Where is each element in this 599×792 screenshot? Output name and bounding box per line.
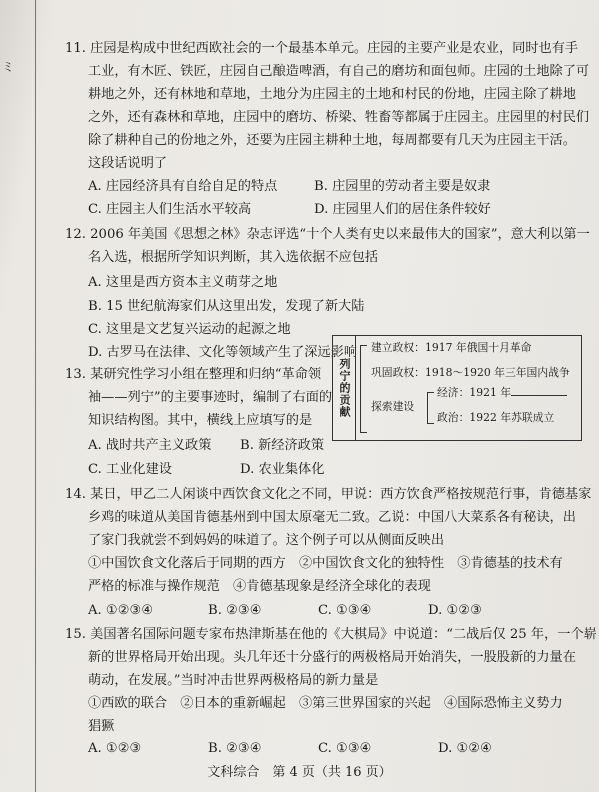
- q15-line-1: 15. 美国著名国际问题专家布热津斯基在他的《大棋局》中说道：“二战后仅 25 年，一个崭: [65, 627, 597, 642]
- diagram-row-establish: 建立政权：1917 年俄国十月革命: [371, 341, 532, 354]
- q13-line-1: 13. 某研究性学习小组在整理和归纳“革命领: [65, 367, 322, 382]
- q14-line-3: 了家门我就尝不到妈妈的味道了。这个例子可以从侧面反映出: [88, 533, 445, 548]
- q14-line-5: 严格的标准与操作规范 ④肯德基现象是经济全球化的表现: [88, 579, 431, 594]
- q15-option-b: B. ②③④: [208, 741, 262, 756]
- q12-option-b: B. 15 世纪航海家们从这里出发，发现了新大陆: [88, 299, 365, 314]
- q15-line-4: ①西欧的联合 ②日本的重新崛起 ③第三世界国家的兴起 ④国际恐怖主义势力: [88, 696, 563, 711]
- q13-line-2: 袖——列宁”的主要事迹时，编制了右面的: [88, 390, 333, 405]
- q14-line-2: 乡鸡的味道从美国肯德基州到中国太原毫无二致。乙说：中国八大菜系各有秘诀，出: [88, 510, 576, 525]
- q12-line-2: 名入选，根据所学知识判断，其入选依据不应包括: [88, 250, 379, 265]
- diagram-sub-bracket: [427, 392, 434, 424]
- q13-option-b: B. 新经济政策: [240, 438, 325, 453]
- diagram-row-explore: 探索建设: [371, 400, 415, 413]
- diagram-row-politics: 政治：1922 年苏联成立: [437, 411, 555, 424]
- q11-line-6: 这段话说明了: [88, 156, 168, 171]
- q15-option-d: D. ①②④: [438, 741, 492, 756]
- q12-option-d: D. 古罗马在法律、文化等领域产生了深远影响: [88, 345, 358, 360]
- q15-option-c: C. ①③④: [318, 741, 372, 756]
- diagram-row-consolidate: 巩固政权：1918～1920 年三年国内战争: [371, 366, 570, 379]
- page-footer: 文科综合 第 4 页（共 16 页）: [207, 765, 392, 780]
- q11-line-2: 工业，有木匠、铁匠，庄园自己酿造啤酒，有自己的磨坊和面包师。庄园的土地除了可: [88, 64, 590, 79]
- q13-option-a: A. 战时共产主义政策: [88, 438, 212, 453]
- q12-option-a: A. 这里是西方资本主义萌芽之地: [88, 275, 278, 290]
- q14-option-b: B. ②③④: [208, 603, 262, 618]
- q13-option-c: C. 工业化建设: [88, 462, 172, 477]
- diagram-side-label: 列宁的贡献: [333, 336, 356, 440]
- q14-option-d: D. ①②③: [428, 603, 482, 618]
- q14-option-c: C. ①③④: [318, 603, 372, 618]
- q15-line-3: 萌动，在发展。”当时冲击世界两极格局的新力量是: [88, 673, 379, 688]
- q11-line-5: 除了耕种自己的份地之外，还要为庄园主耕种土地，每周都要有几天为庄园主干活。: [88, 133, 576, 148]
- q14-option-a: A. ①②③④: [88, 603, 154, 618]
- q14-line-1: 14. 某日，甲乙二人闲谈中西饮食文化之不同，甲说：西方饮食严格按规范行事，肯德基家: [65, 487, 592, 502]
- q11-option-c: C. 庄园主人们生活水平较高: [88, 202, 252, 217]
- diagram-main-bracket: [360, 345, 367, 433]
- q11-line-4: 之外，还有森林和草地，庄园中的磨坊、桥梁、牲畜等都属于庄园主。庄园里的村民们: [88, 110, 590, 125]
- q11-line-1: 11. 庄园是构成中世纪西欧社会的一个最基本单元。庄园的主要产业是农业，同时也有手: [65, 41, 579, 56]
- q15-option-a: A. ①②③: [88, 741, 142, 756]
- q11-option-a: A. 庄园经济具有自给自足的特点: [88, 179, 278, 194]
- q11-option-b: B. 庄园里的劳动者主要是奴隶: [314, 179, 491, 194]
- binding-margin-line: [35, 0, 36, 792]
- diagram-row-economy: 经济：1921 年: [437, 385, 567, 400]
- q15-line-2: 新的世界格局开始出现。头几年还十分盛行的两极格局开始消失，一股股新的力量在: [88, 650, 576, 665]
- q13-line-3: 知识结构图。其中，横线上应填写的是: [88, 413, 313, 428]
- q14-line-4: ①中国饮食文化落后于同期的西方 ②中国饮食文化的独特性 ③肯德基的技术有: [88, 556, 563, 571]
- q15-line-5: 猖獗: [88, 719, 115, 734]
- q11-line-3: 耕地之外，还有林地和草地，土地分为庄园主的土地和村民的份地，庄园主除了耕地: [88, 87, 576, 102]
- q12-option-c: C. 这里是文艺复兴运动的起源之地: [88, 322, 291, 337]
- q13-option-d: D. 农业集体化: [240, 462, 325, 477]
- edge-mark: ミ: [2, 60, 15, 74]
- q11-option-d: D. 庄园里人们的居住条件较好: [314, 202, 491, 217]
- knowledge-structure-diagram: [332, 335, 582, 441]
- q12-line-1: 12. 2006 年美国《思想之林》杂志评选“十个人类有史以来最伟大的国家”，意大利以第一: [65, 227, 590, 242]
- answer-blank: [511, 386, 567, 396]
